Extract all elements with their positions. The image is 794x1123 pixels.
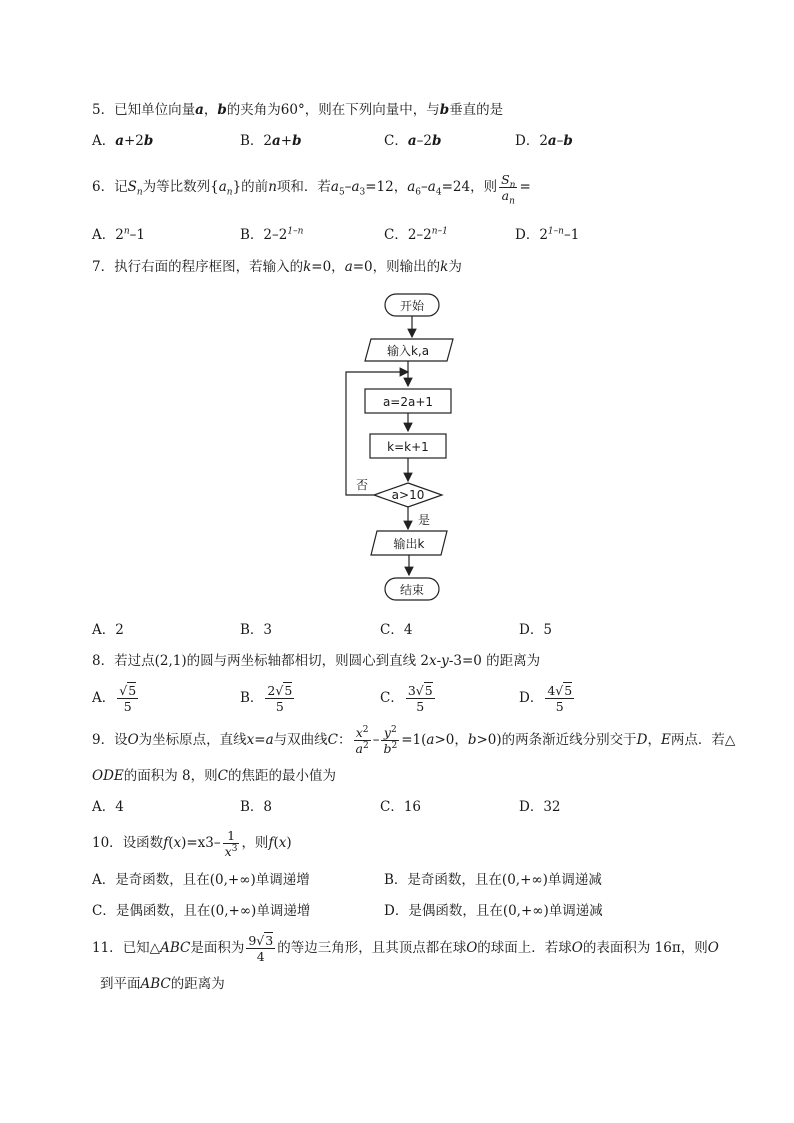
q9-option-a[interactable]: A．4 xyxy=(92,799,124,815)
question-8-stem: 8．若过点(2,1)的圆与两坐标轴都相切，则圆心到直线 2x-y-3=0 的距离为 xyxy=(92,653,541,669)
q9-option-b[interactable]: B．8 xyxy=(240,799,273,815)
q10-option-b[interactable]: B．是奇函数，且在(0,+∞)单调递减 xyxy=(384,872,602,888)
q5-option-c[interactable]: C．a–2b xyxy=(384,133,442,149)
process-a-label: a=2a+1 xyxy=(382,395,434,409)
question-number: 11． xyxy=(92,940,123,956)
no-label: 否 xyxy=(356,478,369,492)
question-7-stem: 7．执行右面的程序框图，若输入的k=0，a=0，则输出的k为 xyxy=(92,259,462,275)
q6-option-a[interactable]: A．2$^n$–1 xyxy=(92,226,145,243)
q9-option-c[interactable]: C．16 xyxy=(380,799,422,815)
question-6-stem: 6．记$S_n$为等比数列$\{a_n\}$的前n项和．若$a_5-a_3=12$，$a_6-a_4=24$，则 $\frac{S_n}{a_n}$ = xyxy=(92,172,531,207)
q8-option-a[interactable]: A． $\frac{√5}{5}$ xyxy=(92,683,137,714)
question-10-stem: 10．设函数f(x)=x3– $\frac{1}{x^3}$ ，则f(x) xyxy=(92,828,292,859)
q7-option-c[interactable]: C．4 xyxy=(380,622,413,638)
question-number: 10． xyxy=(92,835,123,851)
yes-label: 是 xyxy=(418,513,431,527)
start-label: 开始 xyxy=(399,299,425,313)
q8-option-d[interactable]: D． $\frac{4√5}{5}$ xyxy=(519,683,573,714)
question-5-stem: 5．已知单位向量a，b的夹角为60°，则在下列向量中，与b垂直的是 xyxy=(92,102,504,118)
question-number: 5． xyxy=(92,102,115,118)
q9-option-d[interactable]: D．32 xyxy=(519,799,561,815)
q5-option-d[interactable]: D．2a–b xyxy=(515,133,573,149)
q6-option-c[interactable]: C．2–2$^{n-1}$ xyxy=(384,226,448,243)
question-number: 8． xyxy=(92,653,115,669)
question-11-stem: 11．已知△ABC是面积为 $\frac{9√3}{4}$ 的等边三角形，且其顶点都在球O的球面上．若球O的表面积为 16π，则O xyxy=(92,933,719,964)
decision-label: a>10 xyxy=(391,488,425,502)
input-label: 输入k,a xyxy=(386,344,430,358)
q6-option-b[interactable]: B．2–2$^{1-n}$ xyxy=(240,226,304,243)
question-number: 7． xyxy=(92,259,115,275)
process-k-label: k=k+1 xyxy=(387,440,429,454)
question-9-stem: 9．设O为坐标原点，直线x=a与双曲线C： $\frac{x^2}{a^2}$ – $\frac{y^2}{b^2}$ =1(a>0，b>0)的两条渐近线分别交于D，E两点．若△ xyxy=(92,724,736,756)
q6-option-d[interactable]: D．2$^{1-n}$–1 xyxy=(515,226,580,243)
q10-option-d[interactable]: D．是偶函数，且在(0,+∞)单调递减 xyxy=(384,903,603,919)
fraction-sn-over-an: $\frac{S_n}{a_n}$ xyxy=(501,172,516,207)
question-11-stem-line2: 到平面ABC的距离为 xyxy=(100,976,225,992)
q10-option-c[interactable]: C．是偶函数，且在(0,+∞)单调递增 xyxy=(92,903,311,919)
q8-option-b[interactable]: B． $\frac{2√5}{5}$ xyxy=(240,683,293,714)
q5-option-a[interactable]: A．a+2b xyxy=(92,133,154,149)
flowchart xyxy=(330,288,480,606)
question-9-stem-line2: ODE的面积为 8，则C的焦距的最小值为 xyxy=(92,768,336,784)
q7-option-d[interactable]: D．5 xyxy=(519,622,552,638)
output-label: 输出k xyxy=(393,537,425,551)
end-label: 结束 xyxy=(399,583,425,597)
q10-option-a[interactable]: A．是奇函数，且在(0,+∞)单调递增 xyxy=(92,872,310,888)
q8-option-c[interactable]: C． $\frac{3√5}{5}$ xyxy=(380,683,433,714)
q7-option-b[interactable]: B．3 xyxy=(240,622,273,638)
question-number: 6． xyxy=(92,179,115,195)
q7-option-a[interactable]: A．2 xyxy=(92,622,124,638)
q5-option-b[interactable]: B．2a+b xyxy=(240,133,302,149)
question-number: 9． xyxy=(92,732,115,748)
